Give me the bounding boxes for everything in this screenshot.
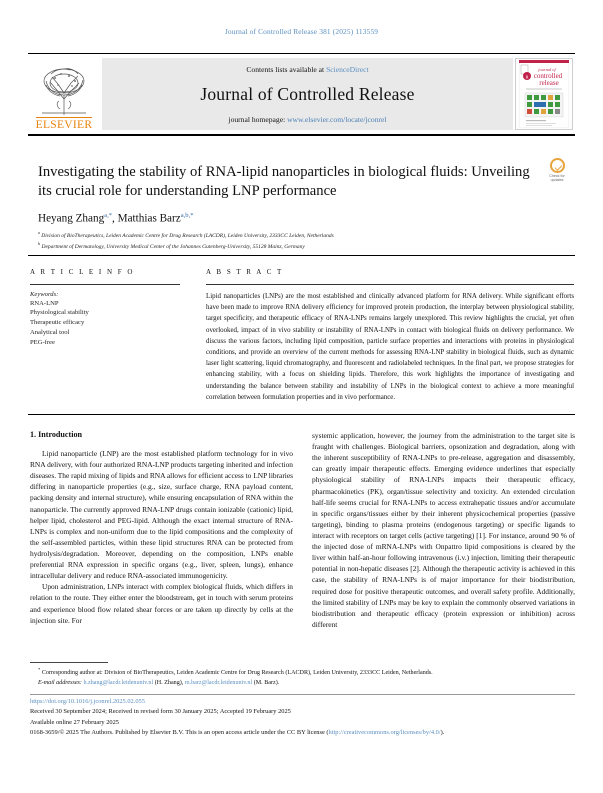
email-link-2[interactable]: m.barz@lacdr.leidenuniv.nl [184,679,253,686]
abstract-rule [206,284,574,285]
email-owner-1: (H. Zhang), [154,679,184,686]
available-online: Available online 27 February 2025 [30,718,119,726]
homepage-prefix: journal homepage: [228,115,288,124]
contents-prefix: Contents lists available at [246,65,327,74]
keyword-item: RNA-LNP [30,299,59,307]
copyright-text: 0168-3659/© 2025 The Authors. Published by Elsevier B.V. This is an open access article under the CC BY license ( [30,729,329,737]
email-note [38,679,575,689]
keywords-label: Keywords: [30,291,59,298]
journal-cover-image [519,60,569,128]
divider-below-abstract [28,414,575,415]
article-info-heading: A R T I C L E I N F O [30,268,135,276]
affiliation-mark-1: b [38,240,41,246]
asterisk-mark: * [38,667,41,672]
check-for-updates-icon [550,158,565,173]
abstract-heading: A B S T R A C T [206,268,284,276]
submission-dates: Received 30 September 2024; Received in revised form 30 January 2025; Accepted 19 February 2025 [30,708,291,716]
crossmark-line2: updates [550,178,564,183]
divider-above-info [28,255,575,256]
author-name-1: Matthias Barz [117,212,181,225]
journal-masthead [28,53,575,136]
paragraph: systemic application, however, the journey from the administration to the target site is fraught with challenges. Biological barriers, opsonization and degradation, along with the inherent susceptibility of RNA-LNPs to pre-release, aggregation and disassembly, can greatly impair therapeutic effects. Emerging evidence underlines that especially physiological stability of RNA-LNPs impacts their therapeutic efficacy, pharmacokinetics (PK), organ/tissue selectivity and toxicity. An extended circulation half-life seems crucial for RNA-LNPs to access extrahepatic tissues and/or accumulate in specific organs/tissues either by their inherent physicochemical properties (passive targeting), binding to plasma proteins (endogenous targeting) or specific ligands to interact with receptors on target cells (active targeting) [1]. For instance, around 90 % of the injected dose of mRNA-LNPs with Onpattro lipid compositions is cleared by the liver within half-an-hour following intravenous (i.v.) injection, limiting their therapeutic potential in non-hepatic diseases [2]. Although the therapeutic activity is achieved in this case, the stability of RNA-LNPs is of major importance for their biodistribution, required dose for positive therapeutic outcomes, and overall safety profile. Additionally, the limited stability of LNPs may be key to explain the commonly observed variations in biodistribution and therapeutic efficacy (protein expression or inhibition) across different [312,431,575,629]
affiliation-item [38,230,558,241]
svg-text:release: release [539,79,559,87]
elsevier-tree-icon [34,65,94,117]
doi-link[interactable]: https://doi.org/10.1016/j.jconrel.2025.02.055 [30,698,145,705]
email-label: E-mail addresses: [38,679,82,686]
elsevier-logo [28,54,100,134]
abstract-text: Lipid nanoparticles (LNPs) are the most established and clinically advanced platform for RNA delivery. While significant efforts have been made to improve RNA delivery efficiency for improved protein production, the interplay between physiological stability, target specificity, and therapeutic efficacy of RNA-LNPs remains largely unexplored. This review highlights the crucial, yet often overlooked, impact of in vivo stability or instability of RNA-LNPs in contact with biological fluids on delivery performance. We discuss the various factors, including lipid composition, particle surface properties and interactions with proteins in physiological conditions, and provide an overview of the current methods for assessing RNA-LNP stability in biological fluids, such as dynamic laser light scattering, liquid chromatography, and fluorescent and radiolabeled techniques. In the final part, we propose strategies for enhancing stability, with a focus on shielding lipids. Therefore, this work highlights the importance of investigating and understanding the balance between stability and instability of LNPs in the biological context to achieve a more meaningful correlation between formulation properties and in vivo performance. [206,293,574,401]
journal-cover-thumbnail [515,58,573,130]
svg-text:R: R [525,74,529,80]
affiliation-list [38,230,558,251]
body-columns [30,430,575,630]
column-left [30,430,293,630]
footer-divider [30,694,575,695]
elsevier-wordmark: ELSEVIER [35,118,93,131]
author-list: Heyang Zhang$^{a,*}$, Matthias Barz$^{a,b,*}$ [38,212,194,225]
paragraph: Lipid nanoparticle (LNP) are the most established platform technology for in vivo RNA delivery, with four authorized RNA-LNP products targeting inherited and infection diseases. The rapid mixing of lipids and RNA allows for efficient access to LNP libraries differing in nanoparticle properties (e.g., size, surface charge, RNA payload content, packing density and internal structure), while ensuring encapsulation of RNA within the nanoparticle. The currently approved RNA-LNP drugs contain ionizable (cationic) lipid, helper lipid, cholesterol and PEG-lipid. Although the exact internal structure of RNA-LNPs is complex and non-uniform due to the lipid compositions and the complexity of the self-assembled particles, within these lipid structures RNA can be protected from hydrolysis/degradation. Moreover, depending on the composition, LNPs enable preferential RNA expression in specific organs (e.g., liver, spleen, lungs), enhance intracellular delivery and reduce RNA-associated immunogenicity. [30,449,293,581]
author-marks-0: a,* [104,212,113,219]
keyword-item: Analytical tool [30,329,70,337]
sciencedirect-link[interactable]: ScienceDirect [326,65,369,74]
author-marks-1: a,b,* [180,212,194,219]
author-name-0: Heyang Zhang [38,212,105,225]
title-block [38,163,538,202]
affiliation-text-1: Department of Dermatology, University Medical Center of the Johannes Gutenberg-University, 55128 Mainz, Germany [41,243,305,250]
article-info-column [30,268,180,348]
corresponding-author-text: Corresponding author at: Division of BioTherapeutics, Leiden Academic Centre for Drug Research (LACDR), Leiden University, 2333CC Leiden, Netherlands. [41,670,433,677]
article-info-rule [30,284,180,285]
affiliation-mark-0: a [38,230,40,235]
journal-title: Journal of Controlled Release [200,84,415,104]
affiliation-item [38,241,558,252]
license-link[interactable]: http://creativecommons.org/licenses/by/4.0/ [328,729,441,737]
journal-homepage-line [228,115,386,124]
masthead-center [102,58,513,130]
email-owner-2: (M. Barz). [253,679,280,686]
column-right [312,430,575,630]
paragraph: Upon administration, LNPs interact with complex biological fluids, which differs in relation to the route. They either enter the bloodstream, get in touch with serum proteins and experience blood flow related shear forces or are taken up directly by cells at the injection site. For [30,582,293,625]
footnote-block [38,666,575,689]
corresponding-author-note [38,666,575,679]
section-heading-introduction: 1. Introduction [30,430,83,439]
affiliation-text-0: Division of BioTherapeutics, Leiden Academic Centre for Drug Research (LACDR), Leiden University, 2333CC Leiden, Netherlands [41,232,334,239]
footnote-divider [30,662,108,663]
keyword-item: Therapeutic efficacy [30,319,85,327]
copyright-line [30,728,575,738]
running-head: Journal of Controlled Release 381 (2025) 113559 [224,27,379,36]
page-title: Investigating the stability of RNA-lipid nanoparticles in biological fluids: Unveiling its crucial role for understanding LNP performance [38,164,530,200]
svg-text:journal of: journal of [538,67,556,72]
abstract-column [206,268,574,403]
contents-available-line [246,65,368,74]
keyword-item: Physiological stability [30,309,89,317]
footer-block [30,697,575,739]
svg-text:controlled: controlled [533,72,563,80]
homepage-link[interactable]: www.elsevier.com/locate/jconrel [287,115,387,124]
keyword-item: PEG-free [30,339,55,347]
copyright-suffix: ). [440,729,445,737]
crossmark-line1: Check for [549,174,565,178]
email-link-1[interactable]: h.zhang@lacdr.leidenuniv.nl [83,679,154,686]
crossmark-badge[interactable] [540,157,574,187]
